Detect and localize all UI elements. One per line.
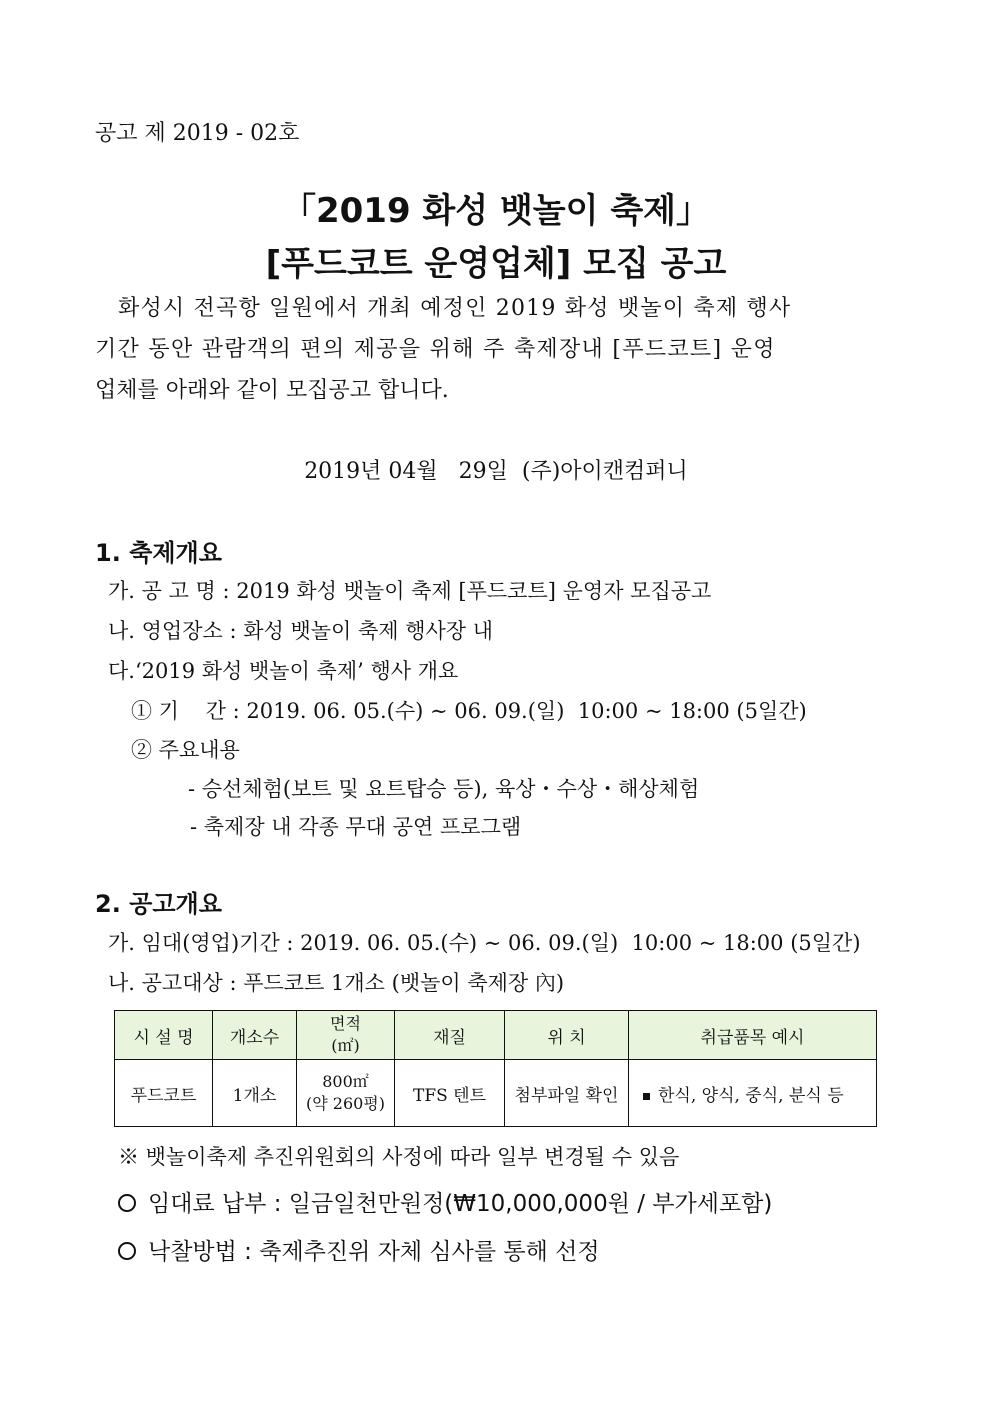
page-subtitle: [푸드코트 운영업체] 모집 공고 [265, 244, 727, 284]
header-area-label: 면적 [330, 1014, 361, 1033]
award-method-text: 낙찰방법 : 축제추진위 자체 심사를 통해 선정 [148, 1239, 600, 1265]
notice-number: 공고 제 2019 - 02호 [95, 121, 300, 146]
circle-bullet-icon [118, 1194, 136, 1212]
header-location: 위 치 [505, 1011, 629, 1060]
main-contents-item: ② 주요내용 [131, 738, 240, 762]
header-facility-name: 시 설 명 [115, 1011, 213, 1060]
cell-facility: 푸드코트 [115, 1060, 213, 1127]
header-items: 취급품목 예시 [629, 1011, 877, 1060]
notice-name-item: 가. 공 고 명 : 2019 화성 뱃놀이 축제 [푸드코트] 운영자 모집공고 [108, 579, 712, 603]
header-area-unit: (㎡) [331, 1036, 360, 1055]
square-bullet-icon [643, 1093, 650, 1100]
intro-paragraph-line: 업체를 아래와 같이 모집공고 합니다. [95, 378, 449, 403]
cell-area-value: 800㎡ [322, 1072, 369, 1091]
section-heading-festival-overview: 1. 축제개요 [95, 539, 222, 567]
header-area [297, 1011, 395, 1060]
content-detail-line: - 승선체험(보트 및 요트탑승 등), 육상・수상・해상체험 [188, 777, 700, 801]
facility-table [114, 1010, 877, 1127]
award-method-line [118, 1233, 600, 1266]
table-header-row [115, 1011, 877, 1060]
intro-paragraph-line: 기간 동안 관람객의 편의 제공을 위해 주 축제장내 [푸드코트] 운영 [95, 337, 776, 362]
lease-period-item: 가. 임대(영업)기간 : 2019. 06. 05.(수) ∼ 06. 09.(일) 10:00 ~ 18:00 (5일간) [108, 931, 861, 955]
rent-payment-line [118, 1185, 772, 1218]
cell-area [297, 1060, 395, 1127]
notice-target-item: 나. 공고대상 : 푸드코트 1개소 (뱃놀이 축제장 內) [108, 971, 565, 995]
header-count: 개소수 [213, 1011, 297, 1060]
event-period-item: ① 기 간 : 2019. 06. 05.(수) ∼ 06. 09.(일) 10:00 ~ 18:00 (5일간) [131, 699, 807, 723]
date-and-organizer: 2019년 04월 29일 (주)아이캔컴퍼니 [304, 459, 688, 484]
section-heading-notice-overview: 2. 공고개요 [95, 890, 222, 918]
cell-area-note: (약 260평) [305, 1094, 386, 1113]
cell-material: TFS 텐트 [395, 1060, 505, 1127]
header-material: 재질 [395, 1011, 505, 1060]
cell-items-text: 한식, 양식, 중식, 분식 등 [658, 1085, 844, 1106]
business-location-item: 나. 영업장소 : 화성 뱃놀이 축제 행사장 내 [108, 619, 494, 643]
content-detail-line: - 축제장 내 각종 무대 공연 프로그램 [190, 815, 522, 839]
rent-payment-text: 임대료 납부 : 일금일천만원정(₩10,000,000원 / 부가세포함) [148, 1191, 773, 1217]
table-row [115, 1060, 877, 1127]
cell-count: 1개소 [213, 1060, 297, 1127]
change-notice: ※ 뱃놀이축제 추진위원회의 사정에 따라 일부 변경될 수 있음 [118, 1145, 680, 1169]
event-overview-item: 다.‘2019 화성 뱃놀이 축제’ 행사 개요 [108, 659, 459, 683]
cell-items [629, 1060, 877, 1127]
cell-location: 첨부파일 확인 [505, 1060, 629, 1127]
page-title: 「2019 화성 뱃놀이 축제」 [281, 191, 711, 231]
intro-paragraph-line: 화성시 전곡항 일원에서 개최 예정인 2019 화성 뱃놀이 축제 행사 [118, 296, 792, 321]
circle-bullet-icon [118, 1242, 136, 1260]
